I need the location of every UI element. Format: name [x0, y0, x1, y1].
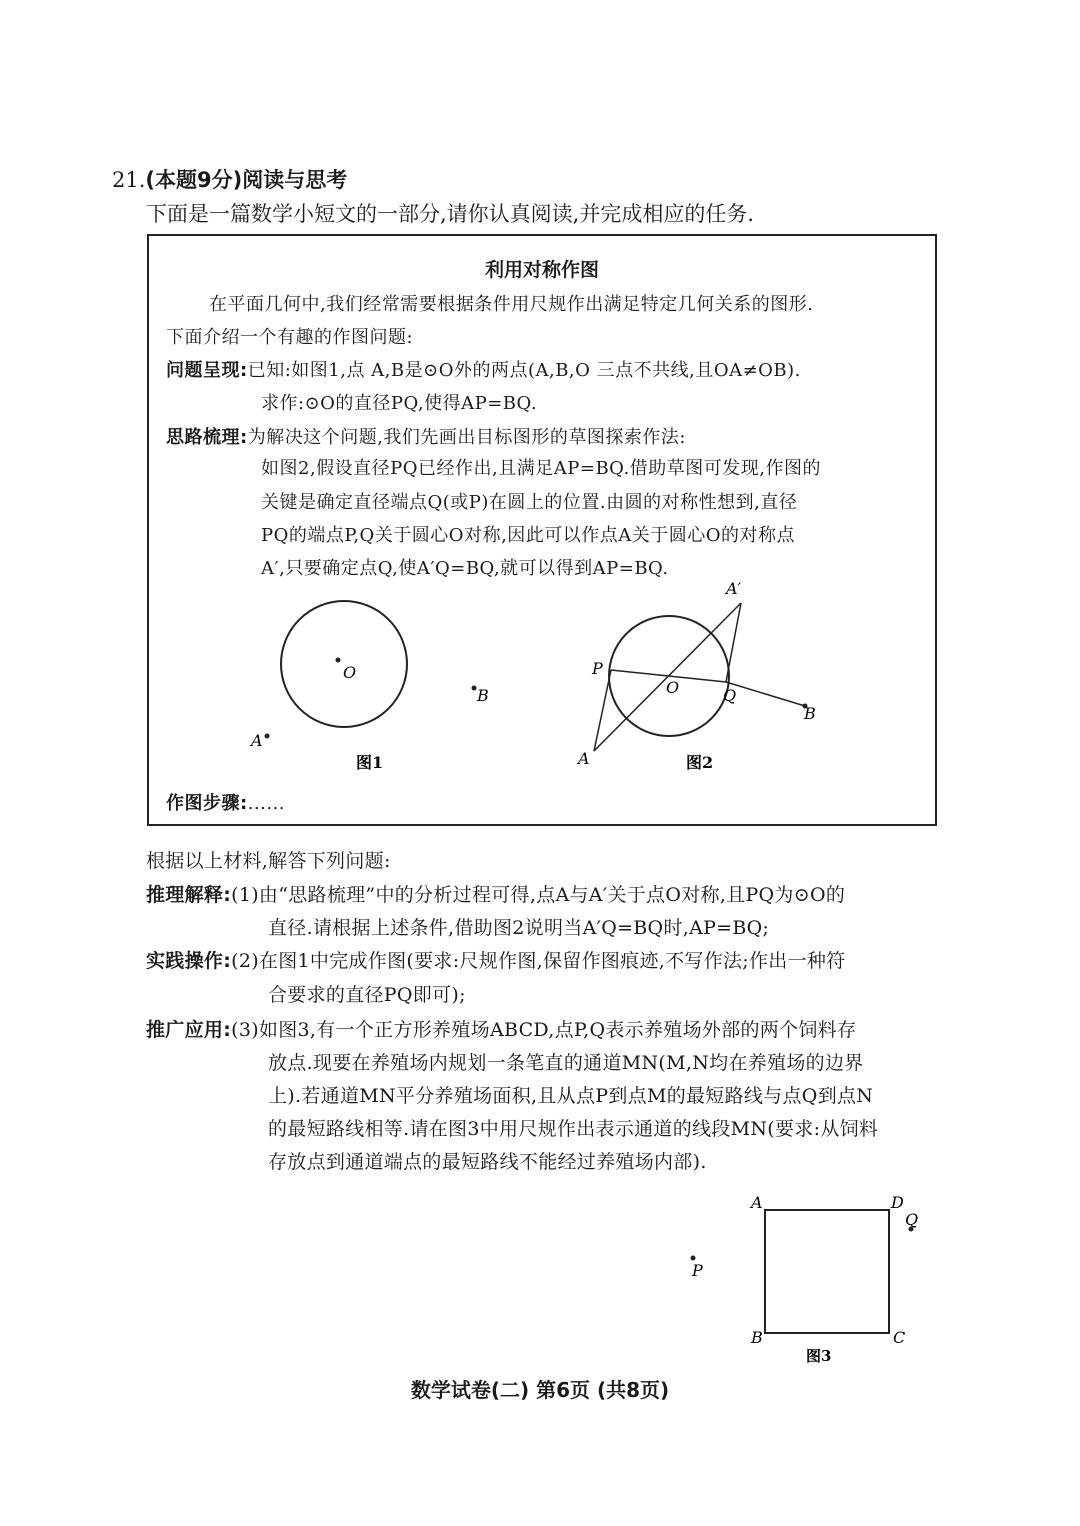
idea-line2: 如图2,假设直径PQ已经作出,且满足AP=BQ.借助草图可发现,作图的 — [261, 458, 821, 479]
fig1-point-o — [336, 658, 341, 663]
question-intro: 下面是一篇数学小短文的一部分,请你认真阅读,并完成相应的任务. — [146, 202, 755, 226]
fig1-caption: 图1 — [356, 753, 384, 772]
task3-line2: 放点.现要在养殖场内规划一条笔直的通道MN(M,N均在养殖场的边界 — [268, 1052, 864, 1074]
task3-line5: 存放点到通道端点的最短路线不能经过养殖场内部). — [268, 1151, 707, 1173]
figure-1 — [249, 601, 489, 772]
problem-label: 问题呈现: — [166, 360, 248, 381]
task3-line4: 的最短路线相等.请在图3中用尺规作出表示通道的线段MN(要求:从饲料 — [268, 1118, 879, 1140]
task2-label: 实践操作: — [146, 950, 232, 972]
fig1-label-o: O — [343, 663, 357, 682]
problem-text1: 已知:如图1,点 A,B是⊙O外的两点(A,B,O 三点不共线,且OA≠OB). — [247, 360, 801, 381]
task2-text1: (2)在图1中完成作图(要求:尺规作图,保留作图痕迹,不写作法;作出一种符 — [231, 950, 846, 972]
idea-line3: 关键是确定直径端点Q(或P)在圆上的位置.由圆的对称性想到,直径 — [261, 492, 798, 513]
problem-line2: 求作:⊙O的直径PQ,使得AP=BQ. — [261, 393, 538, 414]
steps-label: 作图步骤: — [166, 793, 248, 814]
fig1-point-a — [265, 734, 270, 739]
tasks-lead: 根据以上材料,解答下列问题: — [146, 850, 391, 872]
steps-text: ...... — [247, 793, 286, 814]
fig2-line-a-p — [594, 670, 611, 751]
task3-line3: 上).若通道MN平分养殖场面积,且从点P到点M的最短路线与点Q到点N — [268, 1085, 874, 1107]
fig2-label-q: Q — [723, 686, 737, 705]
essay-para1-line1: 在平面几何中,我们经常需要根据条件用尺规作出满足特定几何关系的图形. — [209, 294, 814, 315]
question-title: (本题9分)阅读与思考 — [145, 168, 348, 192]
fig3-label-b: B — [751, 1328, 763, 1347]
fig3-point-p — [691, 1256, 696, 1261]
task1-label: 推理解释: — [146, 884, 232, 906]
fig3-square — [765, 1210, 889, 1333]
fig1-label-b: B — [477, 686, 489, 705]
idea-text1: 为解决这个问题,我们先画出目标图形的草图探索作法: — [247, 427, 686, 448]
essay-para1-line2: 下面介绍一个有趣的作图问题: — [166, 327, 414, 348]
question-number: 21. — [112, 168, 146, 192]
fig2-label-o: O — [666, 678, 680, 697]
fig3-caption: 图3 — [806, 1347, 832, 1365]
task3-line1 — [146, 1015, 856, 1042]
task3-text1: (3)如图3,有一个正方形养殖场ABCD,点P,Q表示养殖场外部的两个饲料存 — [231, 1019, 857, 1041]
page-footer: 数学试卷(二) 第6页 (共8页) — [410, 1378, 670, 1402]
idea-label: 思路梳理: — [166, 427, 248, 448]
fig2-line-a-aprime — [594, 603, 741, 751]
figure-3 — [691, 1193, 919, 1365]
idea-line5: A′,只要确定点Q,使A′Q=BQ,就可以得到AP=BQ. — [261, 558, 669, 579]
essay-title: 利用对称作图 — [484, 259, 599, 281]
fig3-label-d: D — [891, 1193, 904, 1212]
fig2-label-b: B — [804, 704, 816, 723]
fig1-point-b — [472, 686, 477, 691]
fig2-label-a: A — [578, 749, 590, 768]
fig2-line-q-b — [726, 682, 805, 706]
fig2-caption: 图2 — [686, 753, 714, 772]
fig3-label-p: P — [692, 1261, 703, 1280]
task1-text1: (1)由“思路梳理”中的分析过程可得,点A与A′关于点O对称,且PQ为⊙O的 — [231, 884, 846, 906]
idea-line4: PQ的端点P,Q关于圆心O对称,因此可以作点A关于圆心O的对称点 — [261, 525, 796, 546]
fig2-label-p: P — [592, 659, 603, 678]
fig3-label-c: C — [893, 1328, 906, 1347]
task1-line2: 直径.请根据上述条件,借助图2说明当A′Q=BQ时,AP=BQ; — [268, 917, 770, 939]
task2-line2: 合要求的直径PQ即可); — [268, 984, 466, 1006]
fig3-label-q: Q — [905, 1210, 919, 1229]
task1-line1 — [146, 880, 845, 907]
task2-line1 — [146, 946, 846, 973]
fig3-label-a: A — [751, 1193, 763, 1212]
figure-2 — [576, 579, 816, 772]
fig2-label-aprime: A′ — [726, 579, 742, 598]
task3-label: 推广应用: — [146, 1019, 232, 1041]
fig1-label-a: A — [251, 731, 263, 750]
